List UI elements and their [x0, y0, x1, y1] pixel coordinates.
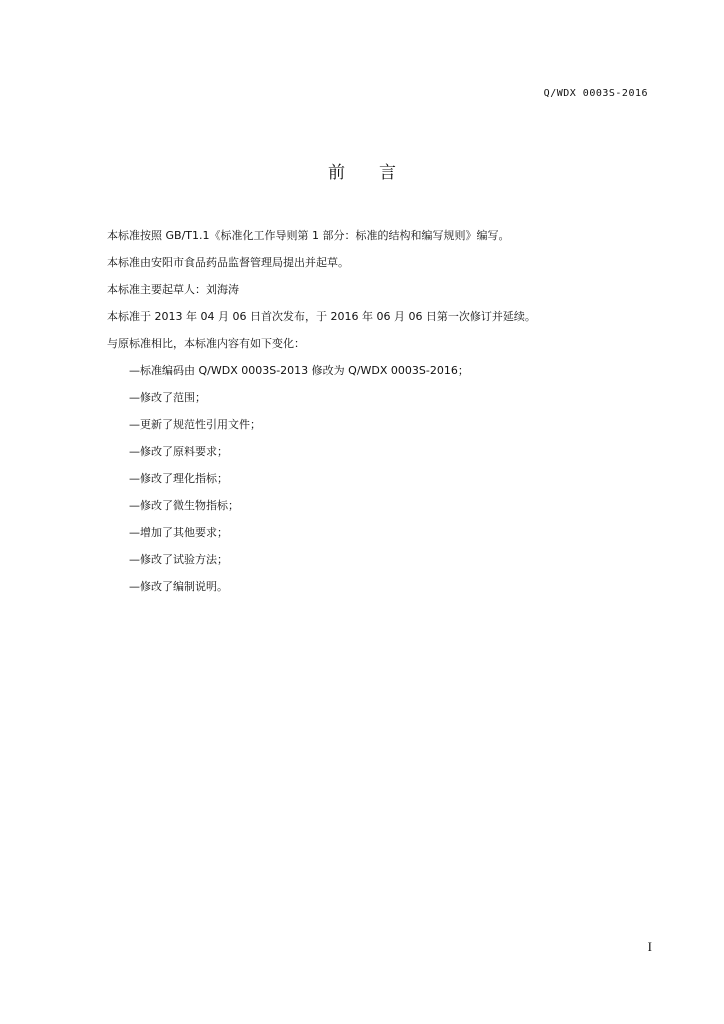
list-item: —修改了编制说明。: [129, 580, 228, 593]
document-code: Q/WDX 0003S-2016: [543, 88, 648, 99]
paragraph-drafter: 本标准主要起草人：刘海涛: [107, 283, 239, 296]
changes-list: [107, 363, 667, 595]
list-item: —增加了其他要求；: [129, 526, 228, 539]
list-item: —修改了范围；: [129, 391, 206, 404]
page-number: I: [647, 939, 652, 954]
paragraph-release-history: 本标准于 2013 年 04 月 06 日首次发布，于 2016 年 06 月 06 日第一次修订并延续。: [107, 310, 536, 323]
paragraph-proposer: 本标准由安阳市食品药品监督管理局提出并起草。: [107, 256, 349, 269]
page-title: 前言: [328, 163, 430, 183]
list-item: —修改了试验方法；: [129, 553, 228, 566]
list-item: —修改了原料要求；: [129, 445, 228, 458]
list-item: —更新了规范性引用文件；: [129, 418, 261, 431]
list-item: —修改了微生物指标；: [129, 499, 239, 512]
paragraph-drafting-rules: 本标准按照 GB/T1.1《标准化工作导则第 1 部分：标准的结构和编写规则》编写。: [107, 229, 510, 242]
paragraph-changes-intro: 与原标准相比，本标准内容有如下变化：: [107, 337, 305, 350]
list-item: —标准编码由 Q/WDX 0003S-2013 修改为 Q/WDX 0003S-2016；: [129, 364, 469, 377]
list-item: —修改了理化指标；: [129, 472, 228, 485]
foreword-body: [107, 228, 667, 606]
